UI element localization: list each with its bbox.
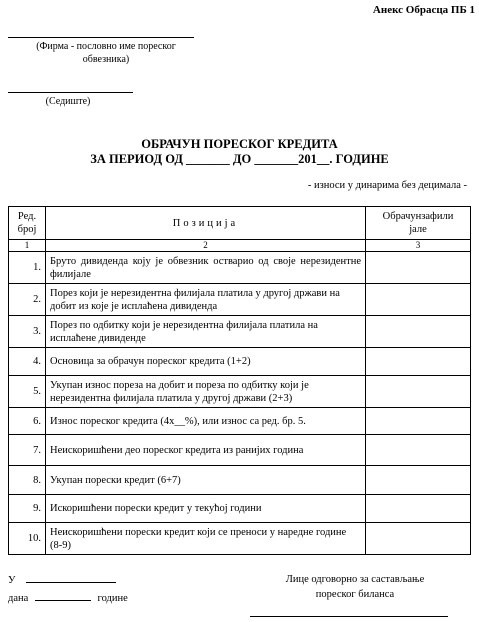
- row-amount-cell[interactable]: [366, 523, 471, 555]
- amount-note: - износи у динарима без децимала -: [307, 180, 467, 191]
- row-amount-cell[interactable]: [366, 495, 471, 523]
- table-row: [9, 252, 471, 284]
- signature-line[interactable]: [250, 616, 448, 617]
- responsible-line1: Лице одговорно за састављање: [285, 574, 425, 585]
- table-row: [9, 348, 471, 376]
- row-amount-cell[interactable]: [366, 466, 471, 495]
- row-description: Неискоришћени део пореског кредита из ранијих година: [46, 435, 366, 466]
- responsible-line2: пореског биланса: [315, 589, 395, 600]
- col-header-amount: Обрачунзафили јале: [366, 207, 471, 240]
- table-row: [9, 376, 471, 408]
- table-row: [9, 284, 471, 316]
- responsible-person: [250, 572, 460, 602]
- table-row: [9, 316, 471, 348]
- row-description: Порез по одбитку који је нерезидентна филијала платила на исплаћене дивиденде: [46, 316, 366, 348]
- row-number: 5.: [9, 376, 46, 408]
- row-number: 8.: [9, 466, 46, 495]
- row-number: 1.: [9, 252, 46, 284]
- row-description: Укупан порески кредит (6+7): [46, 466, 366, 495]
- firm-caption-line1: (Фирма - пословно име пореског: [36, 41, 176, 52]
- date-prefix: дана: [8, 593, 29, 604]
- table-header-row: [9, 207, 471, 240]
- col-header-row-no: Ред. број: [9, 207, 46, 240]
- row-description: Порез који је нерезидентна филијала платила у другој држави на добит из које је исплаћена дивиденда: [46, 284, 366, 316]
- row-amount-cell[interactable]: [366, 435, 471, 466]
- table-row: [9, 435, 471, 466]
- place-line[interactable]: [26, 572, 116, 583]
- col-number-2: 2: [46, 240, 366, 252]
- annex-label: Анекс Обрасца ПБ 1: [372, 4, 475, 16]
- form-title: [0, 137, 479, 167]
- row-number: 7.: [9, 435, 46, 466]
- seat-caption: (Седиште): [45, 96, 91, 107]
- row-number: 4.: [9, 348, 46, 376]
- row-amount-cell[interactable]: [366, 284, 471, 316]
- col-number-1: 1: [9, 240, 46, 252]
- column-number-row: [9, 240, 471, 252]
- row-amount-cell[interactable]: [366, 316, 471, 348]
- tax-credit-table: [8, 206, 471, 555]
- title-line1: ОБРАЧУН ПОРЕСКОГ КРЕДИТА: [141, 137, 338, 151]
- firm-caption: [8, 40, 204, 66]
- row-number: 9.: [9, 495, 46, 523]
- row-number: 6.: [9, 408, 46, 435]
- firm-caption-line2: обвезника): [82, 54, 130, 65]
- row-number: 3.: [9, 316, 46, 348]
- table-row: [9, 495, 471, 523]
- place-prefix: У: [8, 575, 16, 586]
- table-row: [9, 408, 471, 435]
- row-amount-cell[interactable]: [366, 408, 471, 435]
- date-suffix: године: [97, 593, 128, 604]
- row-description: Укупан износ пореза на добит и пореза по одбитку који је нерезидентна филијала платила у другој држави (2+3): [46, 376, 366, 408]
- row-description: Основица за обрачун пореског кредита (1+2): [46, 348, 366, 376]
- col-header-position: Позиција: [46, 207, 366, 240]
- row-amount-cell[interactable]: [366, 348, 471, 376]
- row-description: Неискоришћени порески кредит који се преноси у наредне године (8-9): [46, 523, 366, 555]
- table-row: [9, 466, 471, 495]
- table-row: [9, 523, 471, 555]
- date-field: [8, 590, 128, 604]
- title-line2: ЗА ПЕРИОД ОД _______ ДО _______201__. ГОДИНЕ: [90, 152, 389, 166]
- row-number: 10.: [9, 523, 46, 555]
- seat-line[interactable]: [8, 92, 133, 93]
- date-line[interactable]: [35, 590, 91, 601]
- place-field: [8, 572, 116, 586]
- row-number: 2.: [9, 284, 46, 316]
- col-number-3: 3: [366, 240, 471, 252]
- row-description: Износ пореског кредита (4х__%), или износ са ред. бр. 5.: [46, 408, 366, 435]
- row-amount-cell[interactable]: [366, 376, 471, 408]
- row-amount-cell[interactable]: [366, 252, 471, 284]
- row-description: Искоришћени порески кредит у текућој години: [46, 495, 366, 523]
- row-description: Бруто дивиденда коју је обвезник остварио од своје нерезидентне филијале: [46, 252, 366, 284]
- firm-name-line[interactable]: [8, 37, 194, 38]
